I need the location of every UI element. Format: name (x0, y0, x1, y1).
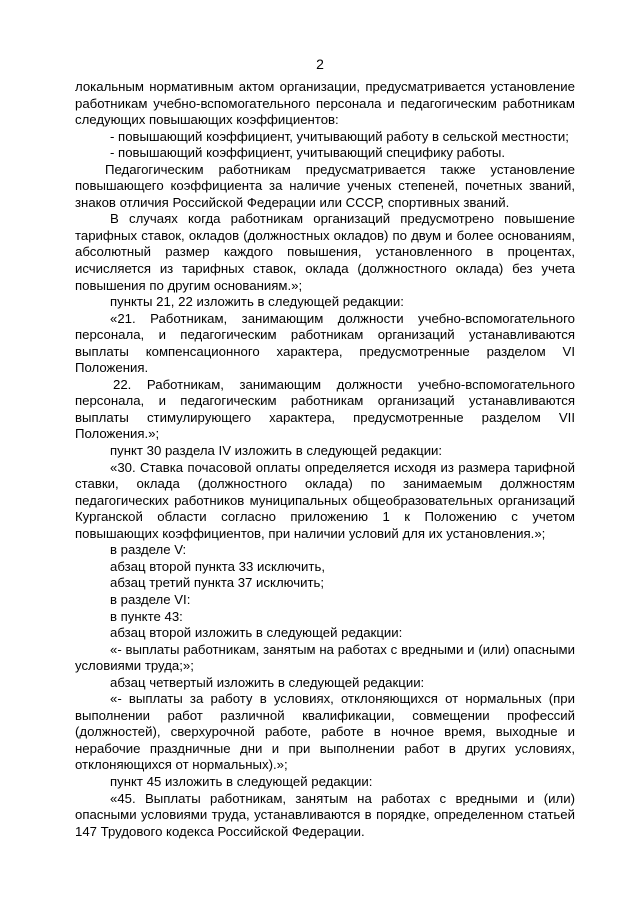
paragraph: пункт 30 раздела IV изложить в следующей редакции: (110, 443, 443, 459)
paragraph: абзац второй пункта 33 исключить, (110, 558, 325, 574)
paragraph: в разделе VI: (110, 591, 191, 607)
paragraph: Педагогическим работникам предусматривается также установление повышающего коэффициента за наличие ученых степеней, почетных званий, знаков отличия Российской Федерации или СССР, спортивных званий. (75, 161, 575, 210)
list-item: - повышающий коэффициент, учитывающий работу в сельской местности; (110, 128, 569, 144)
paragraph: в пункте 43: (110, 608, 183, 624)
paragraph: абзац четвертый изложить в следующей редакции: (110, 674, 425, 690)
paragraph: в разделе V: (110, 542, 187, 558)
paragraph: локальным нормативным актом организации, предусматривается установление работникам учебно-вспомогательного персонала и педагогическим работникам следующих повышающих коэффициентов: (75, 79, 575, 128)
paragraph: пункты 21, 22 изложить в следующей редакции: (110, 294, 404, 310)
paragraph: В случаях когда работникам организаций предусмотрено повышение тарифных ставок, окладов (должностных окладов) по двум и более основаниям, абсолютный размер каждого повышения, установленного в процентах, исчисляется из тарифных ставок, оклада (должностного оклада) без учета повышения по другим основаниям.»; (75, 211, 575, 293)
paragraph: «- выплаты работникам, занятым на работах с вредными и (или) опасными условиями труда;»; (75, 641, 575, 674)
paragraph: «- выплаты за работу в условиях, отклоняющихся от нормальных (при выполнении работ различной квалификации, совмещении профессий (должностей), сверхурочной работе, работе в ночное время, выходные и нерабочие праздничные дни и при выполнении работ в других условиях, отклоняющихся от нормальных).»; (75, 691, 575, 773)
list-item: - повышающий коэффициент, учитывающий специфику работы. (110, 145, 506, 161)
document-body (75, 79, 575, 840)
paragraph: пункт 45 изложить в следующей редакции: (110, 773, 373, 789)
paragraph: «21. Работникам, занимающим должности учебно-вспомогательного персонала, и педагогическим работникам организаций устанавливаются выплаты компенсационного характера, предусмотренные разделом VI Положения. (75, 310, 575, 376)
paragraph: «30. Ставка почасовой оплаты определяется исходя из размера тарифной ставки, оклада (должностного оклада) по занимаемым должностям педагогических работников муниципальных общеобразовательных организаций Курганской области согласно приложению 1 к Положению с учетом повышающих коэффициентов, при наличии условий для их установления.»; (75, 459, 575, 541)
paragraph: абзац третий пункта 37 исключить; (110, 575, 325, 591)
page-number: 2 (316, 56, 324, 72)
paragraph: «45. Выплаты работникам, занятым на работах с вредными и (или) опасными условиями труда, устанавливаются в порядке, определенном статьей 147 Трудового кодекса Российской Федерации. (75, 790, 575, 839)
paragraph: абзац второй изложить в следующей редакции: (110, 625, 403, 641)
paragraph: 22. Работникам, занимающим должности учебно-вспомогательного персонала, и педагогическим работникам организаций устанавливаются выплаты стимулирующего характера, предусмотренные разделом VII Положения.»; (75, 376, 575, 442)
